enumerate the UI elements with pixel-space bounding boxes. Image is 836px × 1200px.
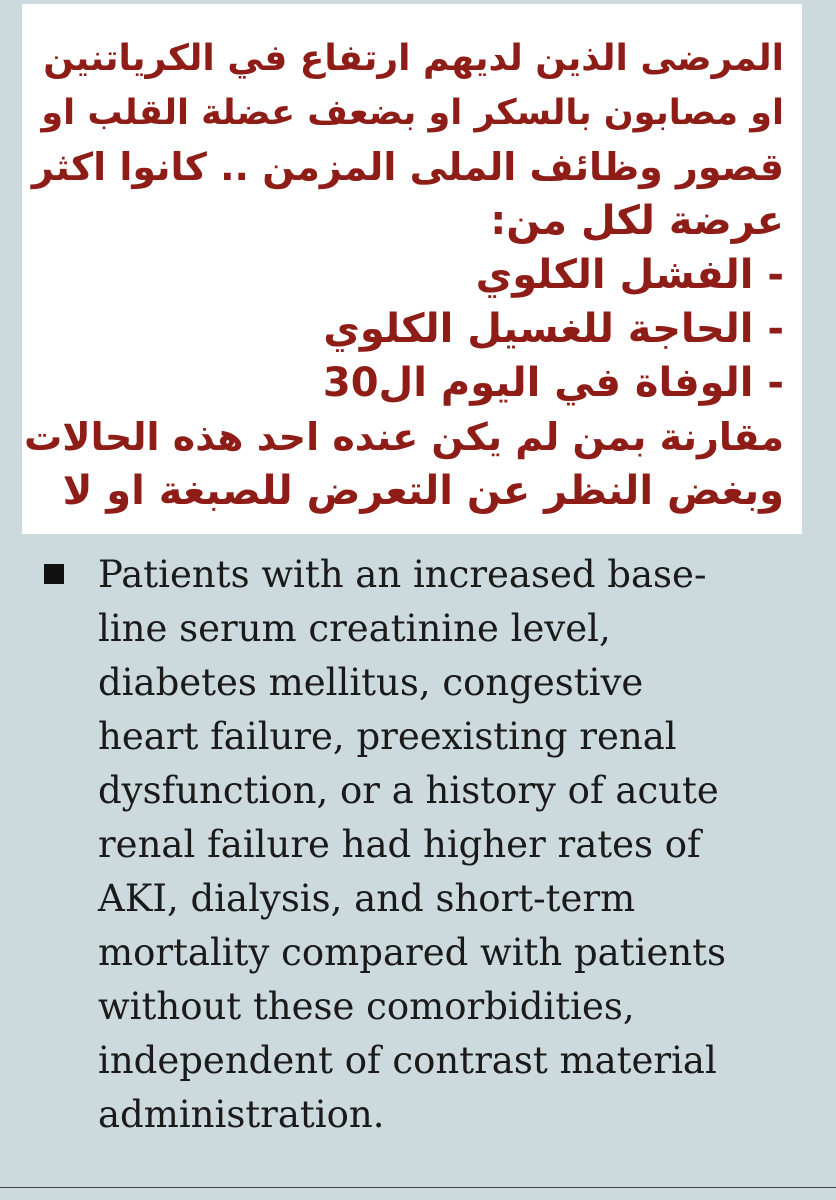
- arabic-line-1: المرضى الذين لديهم ارتفاع في الكرياتنين: [43, 38, 784, 79]
- english-line-9: without these comorbidities,: [98, 985, 635, 1028]
- english-line-8: mortality compared with patients: [98, 931, 727, 974]
- arabic-list-item-kidney-failure: - الفشل الكلوي: [475, 252, 784, 298]
- english-line-3: diabetes mellitus, congestive: [98, 661, 644, 704]
- arabic-line-2: او مصابون بالسكر او بضعف عضلة القلب او: [41, 93, 784, 133]
- arabic-summary-text: [24, 32, 784, 518]
- english-line-11: administration.: [98, 1093, 385, 1136]
- arabic-line-9: وبغض النظر عن التعرض للصبغة او لا: [62, 468, 784, 514]
- square-bullet-icon: [44, 564, 64, 584]
- arabic-line-8: مقارنة بمن لم يكن عنده احد هذه الحالات: [24, 415, 784, 459]
- english-line-5: dysfunction, or a history of acute: [98, 769, 719, 812]
- arabic-line-4: عرضة لكل من:: [490, 198, 784, 244]
- bottom-divider: [0, 1187, 836, 1188]
- english-line-7: AKI, dialysis, and short-term: [98, 877, 636, 920]
- arabic-list-item-dialysis: - الحاجة للغسيل الكلوي: [323, 306, 784, 352]
- english-line-1: Patients with an increased base-: [98, 553, 707, 596]
- english-line-10: independent of contrast material: [98, 1039, 717, 1082]
- arabic-line-3: قصور وظائف الملى المزمن .. كانوا اكثر: [31, 145, 784, 189]
- arabic-summary-box: [22, 4, 802, 534]
- english-paragraph-text: [98, 548, 726, 1142]
- english-line-2: line serum creatinine level,: [98, 607, 611, 650]
- arabic-list-item-mortality: - الوفاة في اليوم ال30: [322, 360, 784, 406]
- english-line-4: heart failure, preexisting renal: [98, 715, 677, 758]
- english-line-6: renal failure had higher rates of: [98, 823, 701, 866]
